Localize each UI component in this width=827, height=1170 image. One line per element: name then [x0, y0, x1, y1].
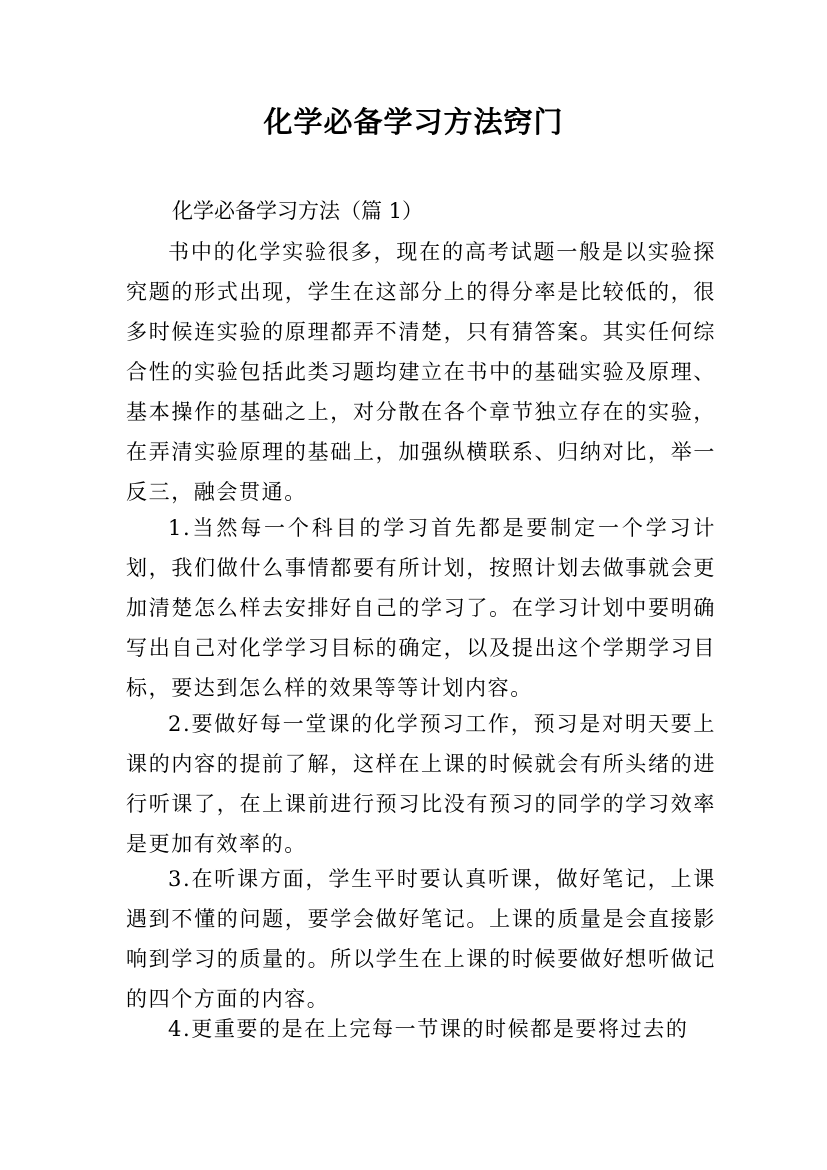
paragraph-2: 2.要做好每一堂课的化学预习工作，预习是对明天要上课的内容的提前了解，这样在上课的时候就会有所头绪的进行听课了，在上课前进行预习比没有预习的同学的学习效率是更加有效率的。 [126, 712, 716, 856]
page-title: 化学必备学习方法窍门 [263, 105, 564, 139]
paragraph-intro: 书中的化学实验很多，现在的高考试题一般是以实验探究题的形式出现，学生在这部分上的得分率是比较低的，很多时候连实验的原理都弄不清楚，只有猜答案。其实任何综合性的实验包括此类习题均建立在书中的基础实验及原理、基本操作的基础之上，对分散在各个章节独立存在的实验，在弄清实验原理的基础上，加强纵横联系、归纳对比，举一反三，融会贯通。 [126, 240, 716, 504]
paragraph-4: 4.更重要的是在上完每一节课的时候都是要将过去的 [168, 1017, 689, 1041]
section-subtitle: 化学必备学习方法（篇 1） [172, 199, 424, 223]
paragraph-3: 3.在听课方面，学生平时要认真听课，做好笔记，上课遇到不懂的问题，要学会做好笔记。上课的质量是会直接影响到学习的质量的。所以学生在上课的时候要做好想听做记的四个方面的内容。 [126, 867, 716, 1011]
paragraph-1: 1.当然每一个科目的学习首先都是要制定一个学习计划，我们做什么事情都要有所计划，按照计划去做事就会更加清楚怎么样去安排好自己的学习了。在学习计划中要明确写出自己对化学学习目标的确定，以及提出这个学期学习目标，要达到怎么样的效果等等计划内容。 [126, 516, 716, 700]
